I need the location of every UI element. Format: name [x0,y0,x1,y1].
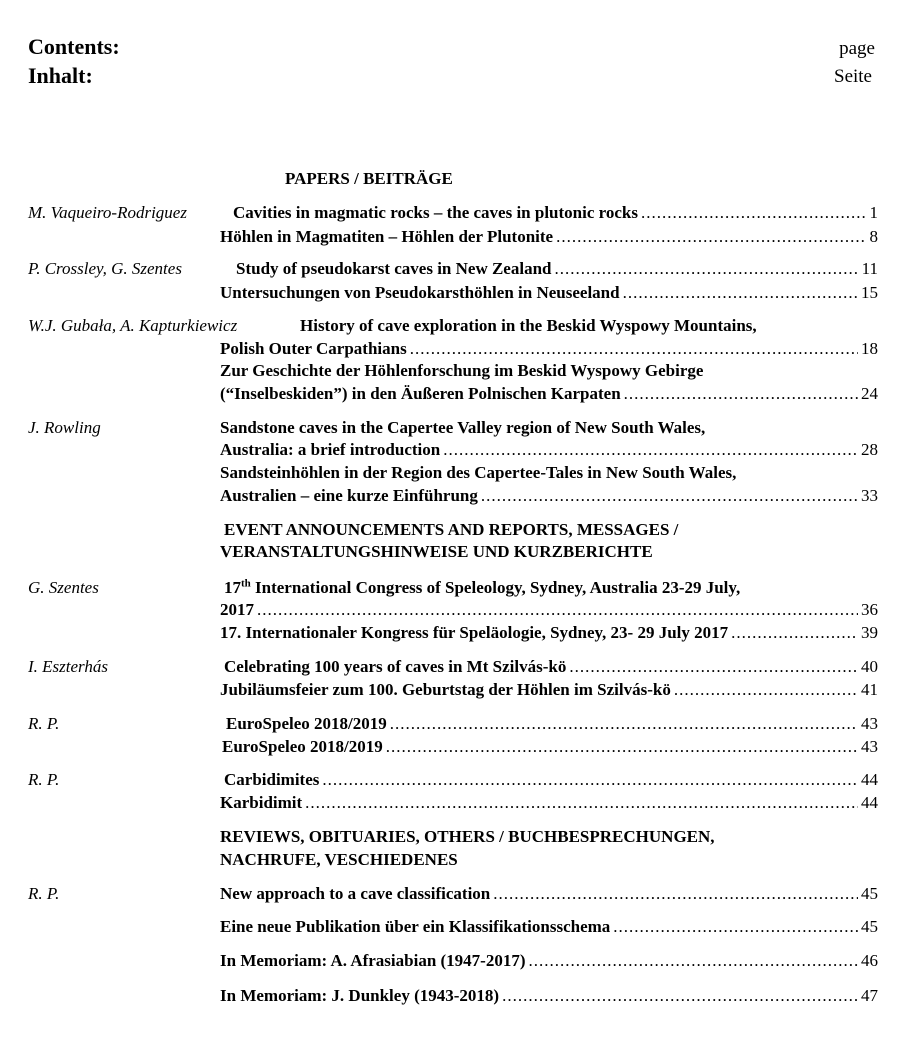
entry-title: In Memoriam: A. Afrasiabian (1947-2017) [220,951,526,970]
toc-entry[interactable] [220,282,878,304]
toc-entry[interactable] [220,383,878,405]
page-number: 40 [861,657,878,676]
section-title-events-line1: EVENT ANNOUNCEMENTS AND REPORTS, MESSAGES / [224,520,679,539]
dot-leader [556,226,866,248]
page-number: 11 [861,259,878,278]
entry-title: Jubiläumsfeier zum 100. Geburtstag der Höhlen im Szilvás-kö [220,680,671,699]
entry-title: Cavities in magmatic rocks – the caves in plutonic rocks [233,203,638,222]
entry-title-rest: International Congress of Speleology, Sydney, Australia 23-29 July, [250,578,741,597]
entry-title: Australien – eine kurze Einführung [220,486,478,505]
author-rowling: J. Rowling [28,418,101,437]
dot-leader [443,439,858,461]
dot-leader [613,916,858,938]
page-number: 41 [861,680,878,699]
toc-entry[interactable] [226,713,878,735]
dot-leader [641,202,867,224]
entry-title: Eine neue Publikation über ein Klassifikationsschema [220,917,611,936]
toc-entry[interactable] [220,622,878,644]
toc-entry[interactable] [220,439,878,461]
entry-title: New approach to a cave classification [220,884,491,903]
entry-title: Polish Outer Carpathians [220,339,407,358]
entry-title-line1[interactable]: Sandstone caves in the Capertee Valley region of New South Wales, [220,418,706,437]
toc-entry[interactable] [224,656,878,678]
dot-leader [322,769,858,791]
author-crossley-szentes: P. Crossley, G. Szentes [28,259,182,278]
page-number: 18 [861,339,878,358]
author-gubala-kapturkiewicz: W.J. Gubała, A. Kapturkiewicz [28,316,238,335]
toc-entry[interactable] [224,769,878,791]
entry-title: EuroSpeleo 2018/2019 [226,714,387,733]
dot-leader [674,679,858,701]
page-number: 45 [861,917,878,936]
page-number: 46 [861,951,878,970]
dot-leader [623,282,858,304]
toc-entry[interactable] [220,985,878,1007]
toc-entry[interactable] [220,883,878,905]
toc-entry[interactable] [220,792,878,814]
author-rp-reviews: R. P. [28,884,60,903]
dot-leader [386,736,858,758]
section-title-reviews-line2: NACHRUFE, VESCHIEDENES [220,850,458,869]
entry-title: Höhlen in Magmatiten – Höhlen der Plutonite [220,227,554,246]
dot-leader [731,622,858,644]
toc-entry[interactable] [236,258,878,280]
section-title-reviews-line1: REVIEWS, OBITUARIES, OTHERS / BUCHBESPRECHUNGEN, [220,827,715,846]
page-number: 44 [861,793,878,812]
dot-leader [555,258,859,280]
page-number: 39 [861,623,878,642]
entry-title: (“Inselbeskiden”) in den Äußeren Polnischen Karpaten [220,384,621,403]
toc-entry[interactable] [222,736,878,758]
author-eszterhas: I. Eszterhás [28,657,108,676]
dot-leader [257,599,858,621]
dot-leader [569,656,858,678]
dot-leader [624,383,858,405]
entry-title-line1[interactable] [224,577,740,599]
toc-entry[interactable] [220,226,878,248]
page-number: 45 [861,884,878,903]
section-title-events-line2: VERANSTALTUNGSHINWEISE UND KURZBERICHTE [220,542,653,561]
page-column-label: page [839,38,875,59]
entry-title: Carbidimites [224,770,320,789]
page-number: 43 [861,714,878,733]
entry-title: Untersuchungen von Pseudokarsthöhlen in Neuseeland [220,283,620,302]
entry-title: Australia: a brief introduction [220,440,441,459]
dot-leader [390,713,858,735]
page-number: 43 [861,737,878,756]
toc-entry[interactable] [220,679,878,701]
page-number: 47 [861,986,878,1005]
author-rp-eurospeleo: R. P. [28,714,60,733]
page-number: 33 [861,486,878,505]
dot-leader [305,792,858,814]
toc-entry[interactable] [220,338,878,360]
page-number: 8 [869,227,878,246]
toc-entry[interactable] [220,485,878,507]
entry-title: 17. Internationaler Kongress für Speläologie, Sydney, 23- 29 July 2017 [220,623,729,642]
inhalt-title: Inhalt: [28,63,93,88]
page-number: 15 [861,283,878,302]
contents-title: Contents: [28,34,120,59]
entry-title: In Memoriam: J. Dunkley (1943-2018) [220,986,500,1005]
toc-entry[interactable] [220,950,878,972]
toc-entry[interactable] [220,599,878,621]
page-number: 28 [861,440,878,459]
author-szentes: G. Szentes [28,578,99,597]
dot-leader [493,883,858,905]
ordinal-suffix: th [241,577,251,590]
author-vaqueiro-rodriguez: M. Vaqueiro-Rodriguez [28,203,187,222]
entry-title: Celebrating 100 years of caves in Mt Szilvás-kö [224,657,567,676]
dot-leader [529,950,858,972]
dot-leader [481,485,858,507]
toc-entry[interactable] [220,916,878,938]
entry-title: EuroSpeleo 2018/2019 [222,737,383,756]
entry-title-line1[interactable]: Zur Geschichte der Höhlenforschung im Beskid Wyspowy Gebirge [220,361,704,380]
page-number: 1 [869,203,878,222]
section-title-papers: PAPERS / BEITRÄGE [285,169,453,188]
toc-entry[interactable] [233,202,878,224]
seite-column-label: Seite [834,66,872,87]
dot-leader [502,985,858,1007]
ordinal-number: 17 [224,578,241,597]
entry-title: Study of pseudokarst caves in New Zealand [236,259,552,278]
page-number: 36 [861,600,878,619]
entry-title: Karbidimit [220,793,303,812]
entry-title-line1[interactable]: Sandsteinhöhlen in der Region des Capertee-Tales in New South Wales, [220,463,737,482]
entry-title-line1[interactable]: History of cave exploration in the Beskid Wyspowy Mountains, [300,316,757,335]
page-number: 24 [861,384,878,403]
entry-title: 2017 [220,600,254,619]
dot-leader [410,338,858,360]
author-rp-carbidimites: R. P. [28,770,60,789]
page-number: 44 [861,770,878,789]
